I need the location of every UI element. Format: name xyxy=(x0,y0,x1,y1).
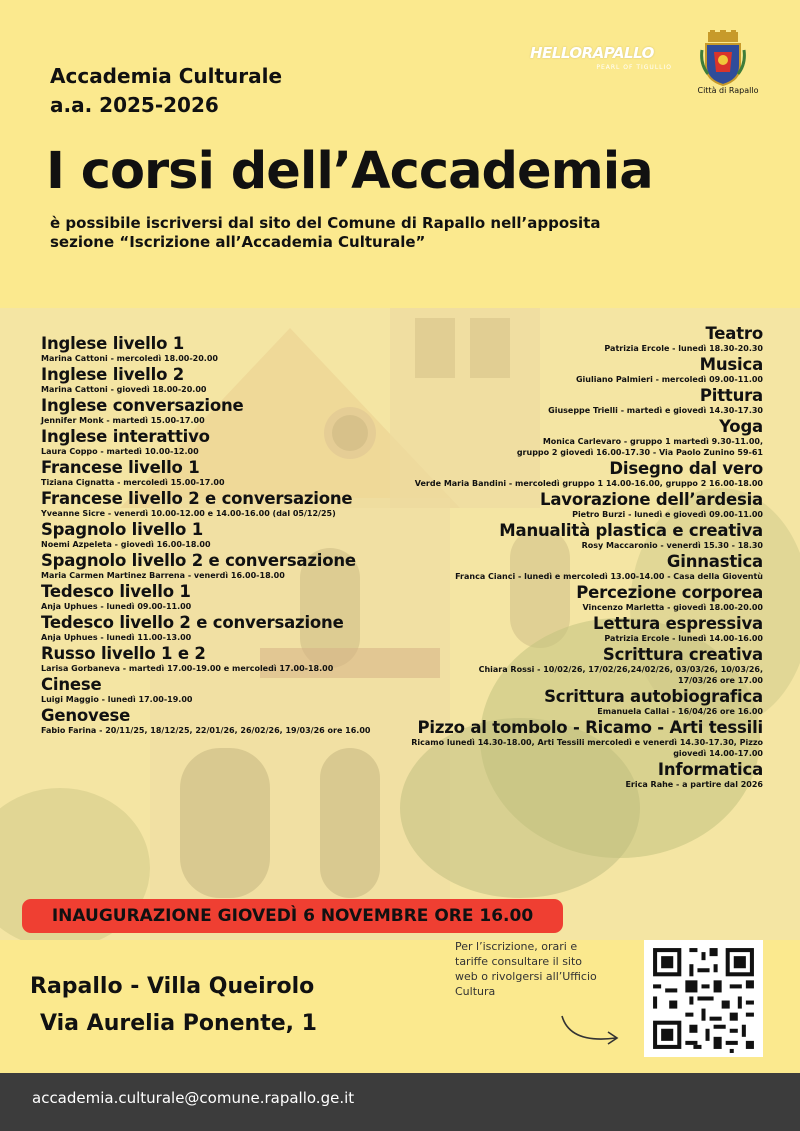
course-info: Yveanne Sicre - venerdì 10.00-12.00 e 14.00-16.00 (dal 05/12/25) xyxy=(41,509,336,518)
course-name: Yoga xyxy=(719,417,763,436)
course-info: Maria Carmen Martinez Barrena - venerdì 16.00-18.00 xyxy=(41,571,285,580)
course-item xyxy=(363,386,763,416)
course-item xyxy=(41,551,396,581)
course-name: Scrittura autobiografica xyxy=(544,687,763,706)
course-info: Anja Uphues - lunedì 09.00-11.00 xyxy=(41,602,192,611)
course-name: Russo livello 1 e 2 xyxy=(41,644,206,663)
course-info: Laura Coppo - martedì 10.00-12.00 xyxy=(41,447,199,456)
course-name: Manualità plastica e creativa xyxy=(499,521,763,540)
course-name: Lavorazione dell’ardesia xyxy=(540,490,763,509)
subtitle-line1: Accademia Culturale xyxy=(50,64,283,88)
course-info: Larisa Gorbaneva - martedì 17.00-19.00 e mercoledì 17.00-18.00 xyxy=(41,664,334,673)
course-info: Fabio Farina - 20/11/25, 18/12/25, 22/01/26, 26/02/26, 19/03/26 ore 16.00 xyxy=(41,726,371,735)
arrow-right-icon xyxy=(556,1010,626,1050)
hello-rapallo-wordmark: HELLORAPALLO xyxy=(530,44,654,62)
course-name: Percezione corporea xyxy=(576,583,763,602)
course-item xyxy=(41,520,396,550)
course-name: Disegno dal vero xyxy=(609,459,763,478)
course-name: Informatica xyxy=(657,760,763,779)
course-item xyxy=(363,614,763,644)
course-name: Tedesco livello 1 xyxy=(41,582,191,601)
course-name: Spagnolo livello 1 xyxy=(41,520,203,539)
course-name: Scrittura creativa xyxy=(602,645,763,664)
course-item xyxy=(363,324,763,354)
course-info: Giuliano Palmieri - mercoledì 09.00-11.00 xyxy=(575,375,763,384)
intro-line1: è possibile iscriversi dal sito del Comune di Rapallo nell’apposita xyxy=(50,214,601,232)
course-item xyxy=(363,459,763,489)
course-item xyxy=(363,490,763,520)
course-item xyxy=(41,365,396,395)
courses-right-column xyxy=(363,324,763,791)
course-item xyxy=(41,582,396,612)
course-name: Ginnastica xyxy=(666,552,763,571)
course-info: Rosy Maccaronio - venerdì 15.30 - 18.30 xyxy=(581,541,763,550)
course-info: Franca Cianci - lunedì e mercoledì 13.00-14.00 - Casa della Gioventù xyxy=(455,572,763,581)
course-item xyxy=(363,718,763,759)
city-crest-icon xyxy=(700,30,746,86)
course-item xyxy=(41,334,396,364)
course-name: Francese livello 2 e conversazione xyxy=(41,489,353,508)
course-item xyxy=(363,645,763,686)
footer xyxy=(0,1073,800,1131)
course-item xyxy=(363,687,763,717)
course-info: Giuseppe Trielli - martedì e giovedì 14.30-17.30 xyxy=(548,406,763,415)
subtitle-line2: a.a. 2025-2026 xyxy=(50,93,219,117)
course-info: Ricamo lunedì 14.30-18.00, Arti Tessili mercoledì e venerdì 14.30-17.30, Pizzo giovedì 14.00-17.00 xyxy=(411,738,763,758)
course-name: Pittura xyxy=(699,386,763,405)
course-name: Inglese conversazione xyxy=(41,396,244,415)
hello-rapallo-tagline: PEARL OF TIGULLIO xyxy=(596,64,672,71)
course-info: Verde Maria Bandini - mercoledì gruppo 1 14.00-16.00, gruppo 2 16.00-18.00 xyxy=(414,479,763,488)
course-item xyxy=(363,521,763,551)
course-name: Musica xyxy=(699,355,763,374)
course-info: Noemi Azpeleta - giovedì 16.00-18.00 xyxy=(41,540,211,549)
course-info: Pietro Burzi - lunedì e giovedì 09.00-11.00 xyxy=(572,510,763,519)
course-name: Spagnolo livello 2 e conversazione xyxy=(41,551,356,570)
subtitle xyxy=(50,62,282,120)
intro-line2: sezione “Iscrizione all’Accademia Culturale” xyxy=(50,233,426,251)
course-info: Marina Cattoni - giovedì 18.00-20.00 xyxy=(41,385,207,394)
registration-note: Per l’iscrizione, orari e tariffe consultare il sito web o rivolgersi all’Ufficio Cultura xyxy=(455,940,597,998)
course-info: Luigi Maggio - lunedì 17.00-19.00 xyxy=(41,695,193,704)
city-label: Città di Rapallo xyxy=(697,86,759,95)
course-info: Chiara Rossi - 10/02/26, 17/02/26,24/02/26, 03/03/26, 10/03/26, 17/03/26 ore 17.00 xyxy=(478,665,763,685)
course-info: Monica Carlevaro - gruppo 1 martedì 9.30-11.00, gruppo 2 giovedì 16.00-17.30 - Via Paolo Zunino 59-61 xyxy=(516,437,763,457)
course-info: Anja Uphues - lunedì 11.00-13.00 xyxy=(41,633,192,642)
course-name: Tedesco livello 2 e conversazione xyxy=(41,613,344,632)
course-info: Patrizia Ercole - lunedì 18.30-20.30 xyxy=(604,344,763,353)
page-title: I corsi dell’Accademia xyxy=(46,142,653,201)
course-item xyxy=(363,417,763,458)
course-name: Inglese livello 2 xyxy=(41,365,185,384)
hello-rapallo-logo xyxy=(530,44,672,71)
courses-left-column xyxy=(41,334,396,737)
course-item xyxy=(41,613,396,643)
course-name: Teatro xyxy=(705,324,763,343)
course-name: Inglese interattivo xyxy=(41,427,210,446)
course-item xyxy=(41,427,396,457)
course-item xyxy=(41,489,396,519)
course-name: Francese livello 1 xyxy=(41,458,200,477)
course-info: Jennifer Monk - martedì 15.00-17.00 xyxy=(41,416,205,425)
course-name: Pizzo al tombolo - Ricamo - Arti tessili xyxy=(417,718,763,737)
course-name: Inglese livello 1 xyxy=(41,334,185,353)
course-item xyxy=(363,760,763,790)
intro-text xyxy=(50,214,750,252)
contact-email-link[interactable]: accademia.culturale@comune.rapallo.ge.it xyxy=(32,1089,355,1107)
course-item xyxy=(363,552,763,582)
course-item xyxy=(363,355,763,385)
course-item xyxy=(41,396,396,426)
course-name: Lettura espressiva xyxy=(593,614,763,633)
course-item xyxy=(41,458,396,488)
venue-line1: Rapallo - Villa Queirolo xyxy=(30,974,315,999)
course-item xyxy=(41,706,396,736)
course-info: Tiziana Cignatta - mercoledì 15.00-17.00 xyxy=(41,478,225,487)
course-info: Patrizia Ercole - lunedì 14.00-16.00 xyxy=(604,634,763,643)
course-info: Erica Rahe - a partire dal 2026 xyxy=(625,780,763,789)
course-info: Emanuela Callai - 16/04/26 ore 16.00 xyxy=(597,707,763,716)
header xyxy=(0,0,800,300)
course-info: Marina Cattoni - mercoledì 18.00-20.00 xyxy=(41,354,218,363)
inauguration-banner: INAUGURAZIONE GIOVEDÌ 6 NOVEMBRE ORE 16.00 xyxy=(22,899,563,933)
course-item xyxy=(41,675,396,705)
course-item xyxy=(41,644,396,674)
course-info: Vincenzo Marletta - giovedì 18.00-20.00 xyxy=(582,603,763,612)
venue-line2: Via Aurelia Ponente, 1 xyxy=(40,1011,317,1036)
course-name: Cinese xyxy=(41,675,102,694)
course-item xyxy=(363,583,763,613)
qr-code-icon[interactable] xyxy=(644,940,763,1057)
course-name: Genovese xyxy=(41,706,131,725)
venue-address xyxy=(30,968,317,1042)
